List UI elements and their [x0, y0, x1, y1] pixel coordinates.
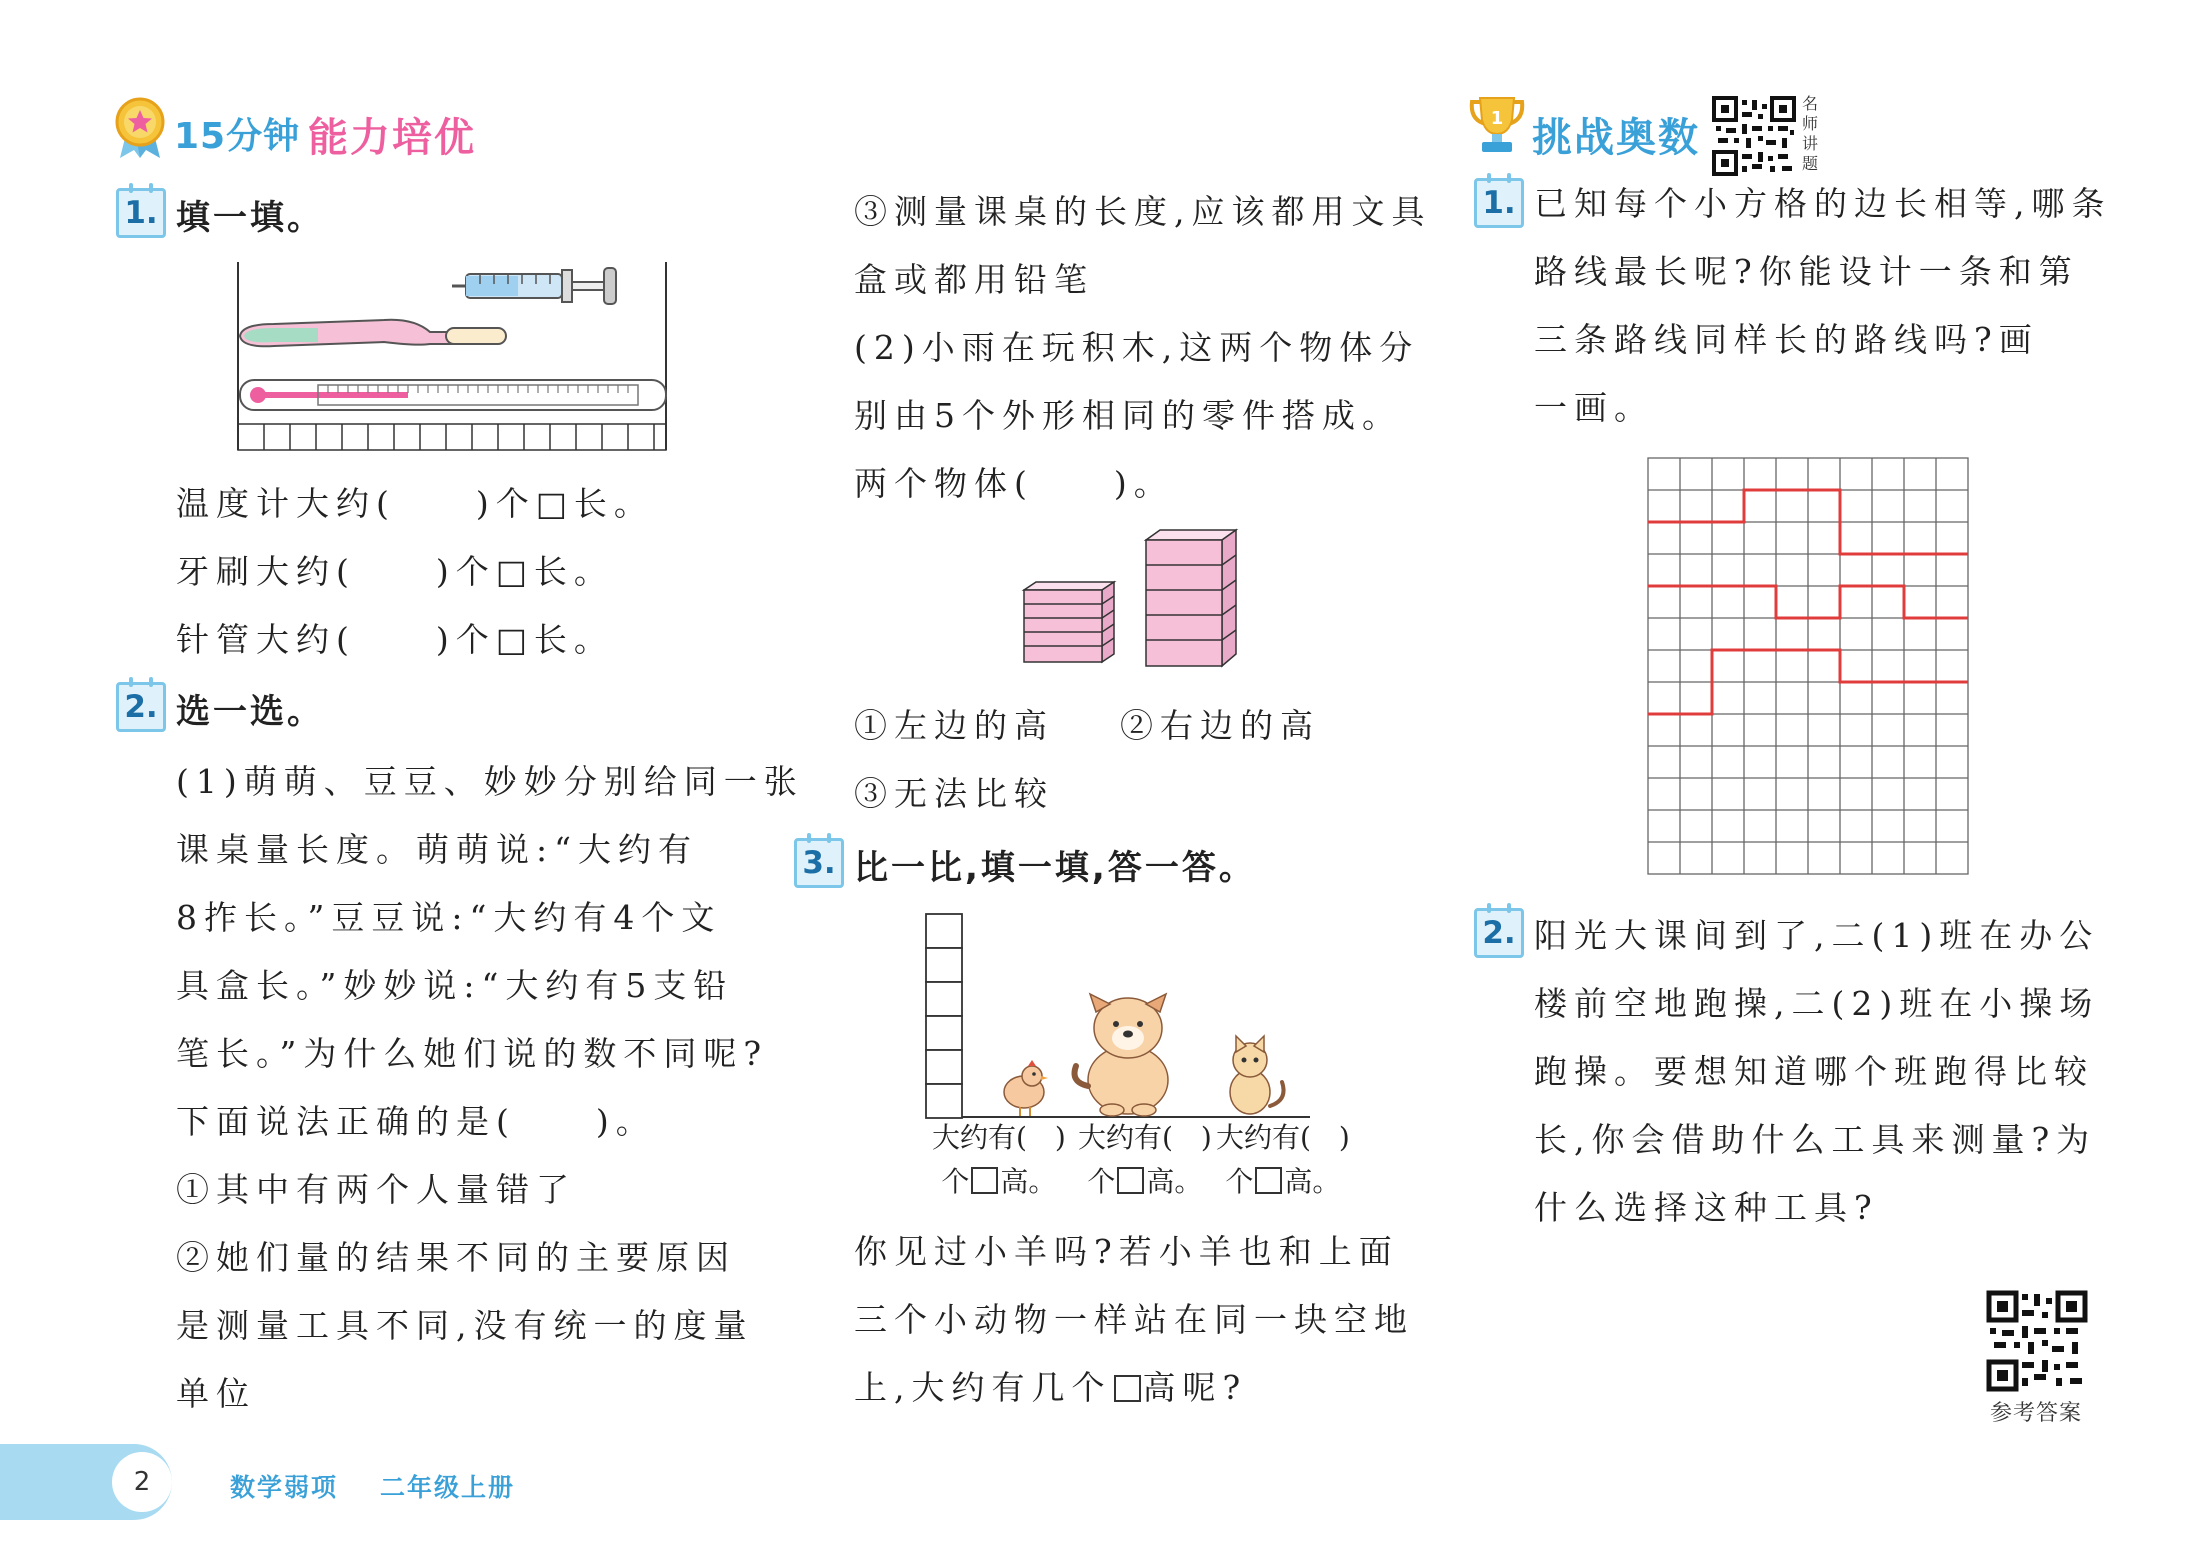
- c1-line: 路线最长呢?你能设计一条和第: [1534, 252, 2079, 291]
- dog-icon: [1075, 994, 1169, 1116]
- footer-subject: 数学弱项: [230, 1473, 339, 1502]
- animal-label-top: 大约有( ): [1078, 1121, 1212, 1154]
- q2-option: 是测量工具不同,没有统一的度量: [176, 1306, 754, 1345]
- svg-text:1: 1: [1490, 108, 1504, 129]
- animal-label-top: 大约有( ): [1216, 1121, 1350, 1154]
- q2-line: 两个物体( )。: [854, 464, 1174, 503]
- c1-number-badge: 1.: [1474, 178, 1524, 228]
- q3-title: 比一比,填一填,答一答。: [854, 848, 1256, 888]
- animals-illustration: [920, 910, 1310, 1120]
- c2-line: 跑操。要想知道哪个班跑得比较: [1534, 1052, 2094, 1091]
- header-title: 能力培优: [308, 115, 476, 161]
- q2-line: 笔长。”为什么她们说的数不同呢?: [176, 1034, 769, 1073]
- q1-line: 牙刷大约( )个□长。: [176, 552, 614, 591]
- syringe-icon: [452, 268, 616, 304]
- animal-label-bottom: 个 高。: [1087, 1165, 1203, 1198]
- animal-label-bottom: 个 高。: [1225, 1165, 1341, 1198]
- q2-line: 下面说法正确的是( )。: [176, 1102, 656, 1141]
- blocks-illustration: [1020, 526, 1240, 672]
- medal-icon: [112, 96, 168, 160]
- c2-number-badge: 2.: [1474, 908, 1524, 958]
- q2-option: ①其中有两个人量错了: [176, 1170, 576, 1209]
- unit-square-column: [926, 914, 962, 1118]
- teacher-qr-code[interactable]: [1712, 96, 1796, 176]
- toothbrush-icon: [240, 320, 506, 347]
- qr-caption: 名师讲题: [1802, 94, 1819, 173]
- square-unit-ruler: [238, 424, 666, 450]
- q1-title: 填一填。: [176, 198, 324, 238]
- square-unit-icon: [971, 1167, 998, 1194]
- q2-option: ②她们量的结果不同的主要原因: [176, 1238, 736, 1277]
- measurement-illustration: [234, 262, 670, 452]
- q3-number-badge: 3.: [794, 838, 844, 888]
- header-time: 15分钟: [174, 116, 301, 157]
- chick-icon: [1004, 1060, 1048, 1116]
- animal-label-bottom: 个 高。: [941, 1165, 1057, 1198]
- route-grid: [1646, 456, 1970, 876]
- q2-option: ①左边的高: [854, 706, 1054, 745]
- answer-qr-caption: 参考答案: [1990, 1401, 2083, 1426]
- q1-line: 针管大约( )个□长。: [176, 620, 614, 659]
- c2-line: 长,你会借助什么工具来测量?为: [1534, 1120, 2097, 1159]
- trophy-icon: [1468, 94, 1526, 156]
- q2-line: 课桌量长度。萌萌说:“大约有: [176, 830, 698, 869]
- q2-line: (2)小雨在玩积木,这两个物体分: [854, 328, 1420, 367]
- q2-line: 8拃长。”豆豆说:“大约有4个文: [176, 898, 722, 937]
- q2-line: (1)萌萌、豆豆、妙妙分别给同一张: [176, 762, 804, 801]
- answer-qr-code[interactable]: [1986, 1290, 2088, 1392]
- q2-option: ③测量课桌的长度,应该都用文具: [854, 192, 1432, 231]
- q3-question-line: 上,大约有几个 高呢?: [854, 1368, 1248, 1407]
- square-unit-icon: [1114, 1375, 1141, 1402]
- square-unit-icon: [1117, 1167, 1144, 1194]
- q1-number-badge: 1.: [116, 188, 166, 238]
- left-block-stack: [1024, 582, 1114, 662]
- q2-number-badge: 2.: [116, 682, 166, 732]
- c2-line: 什么选择这种工具?: [1534, 1188, 1879, 1227]
- c1-line: 已知每个小方格的边长相等,哪条: [1534, 184, 2112, 223]
- c2-line: 阳光大课间到了,二(1)班在办公: [1534, 916, 2100, 955]
- animal-label-top: 大约有( ): [932, 1121, 1066, 1154]
- page-number: 2: [112, 1452, 172, 1512]
- q2-option: ③无法比较: [854, 774, 1054, 813]
- q2-line: 别由5个外形相同的零件搭成。: [854, 396, 1402, 435]
- q2-line: 具盒长。”妙妙说:“大约有5支铅: [176, 966, 734, 1005]
- footer-grade: 二年级上册: [380, 1473, 516, 1502]
- right-block-stack: [1146, 530, 1236, 666]
- cat-icon: [1230, 1036, 1284, 1114]
- q1-line: 温度计大约( )个□长。: [176, 484, 654, 523]
- square-unit-icon: [1255, 1167, 1282, 1194]
- q2-option: 单位: [176, 1374, 256, 1413]
- q2-option: ②右边的高: [1120, 706, 1320, 745]
- challenge-title: 挑战奥数: [1532, 115, 1700, 161]
- q2-title: 选一选。: [176, 692, 324, 732]
- c1-line: 一画。: [1534, 388, 1654, 427]
- thermometer-icon: [240, 380, 666, 410]
- q3-question-line: 你见过小羊吗?若小羊也和上面: [854, 1232, 1399, 1271]
- c2-line: 楼前空地跑操,二(2)班在小操场: [1534, 984, 2100, 1023]
- q3-question-line: 三个小动物一样站在同一块空地: [854, 1300, 1414, 1339]
- q2-option: 盒或都用铅笔: [854, 260, 1094, 299]
- c1-line: 三条路线同样长的路线吗?画: [1534, 320, 2039, 359]
